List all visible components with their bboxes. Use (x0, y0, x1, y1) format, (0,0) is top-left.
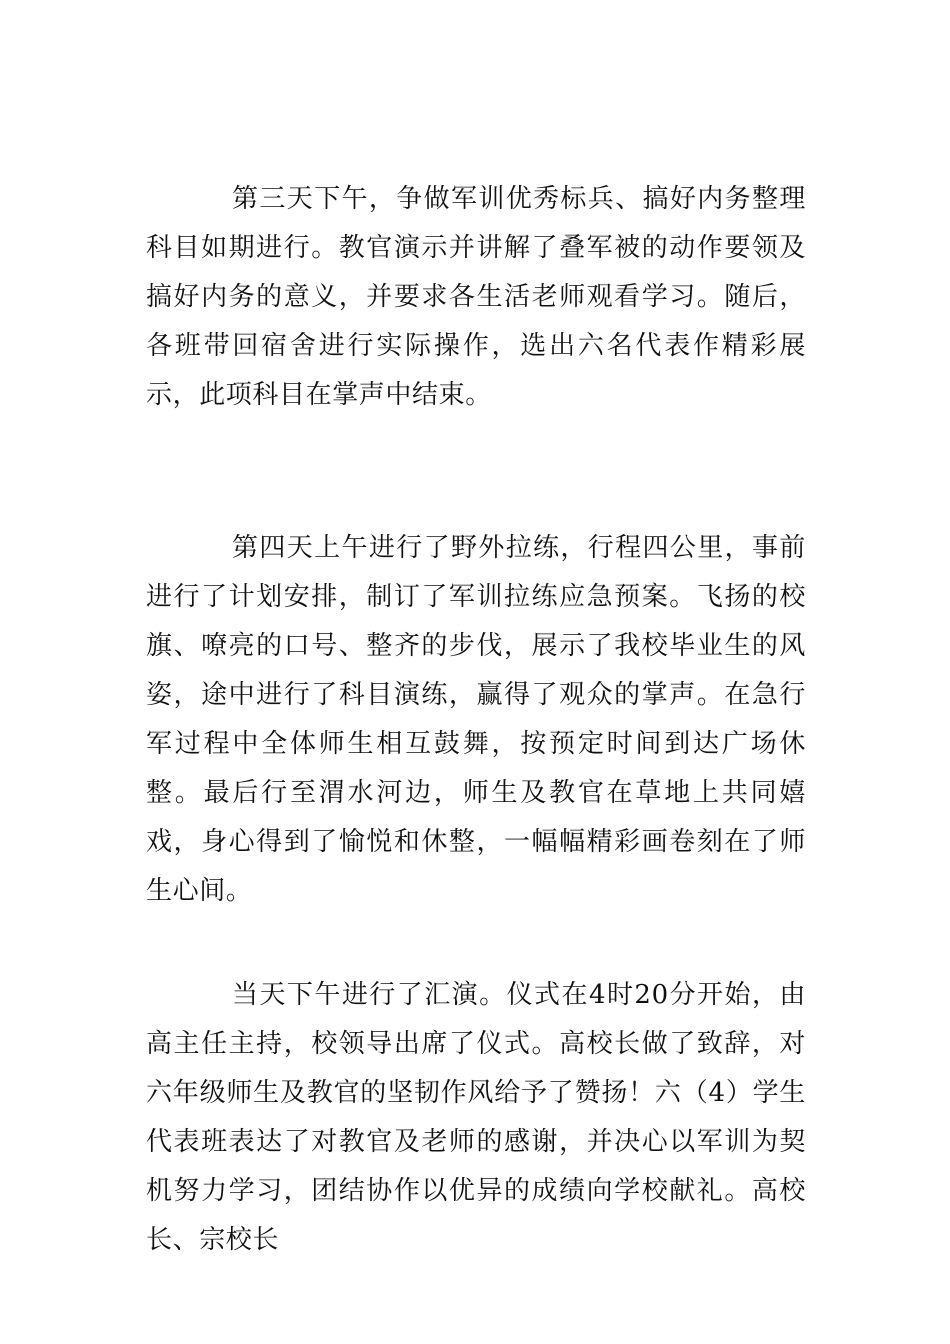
paragraph-day-four: 第四天上午进行了野外拉练，行程四公里，事前进行了计划安排，制订了军训拉练应急预案。飞扬的校旗、嘹亮的口号、整齐的步伐，展示了我校毕业生的风姿，途中进行了科目演练，赢得了观众的掌声。在急行军过程中全体师生相互鼓舞，按预定时间到达广场休整。最后行至渭水河边，师生及教官在草地上共同嬉戏，身心得到了愉悦和休整，一幅幅精彩画卷刻在了师生心间。 (146, 533, 806, 906)
paragraph-performance: 当天下午进行了汇演。仪式在4时20分开始，由高主任主持，校领导出席了仪式。高校长做了致辞，对六年级师生及教官的坚韧作风给予了赞扬！六（4）学生代表班表达了对教官及老师的感谢，并决心以军训为契机努力学习，团结协作以优异的成绩向学校献礼。高校长、宗校长 (146, 980, 806, 1255)
paragraph-day-three: 第三天下午，争做军训优秀标兵、搞好内务整理科目如期进行。教官演示并讲解了叠军被的动作要领及搞好内务的意义，并要求各生活老师观看学习。随后，各班带回宿舍进行实际操作，选出六名代表作精彩展示，此项科目在掌声中结束。 (146, 184, 806, 410)
